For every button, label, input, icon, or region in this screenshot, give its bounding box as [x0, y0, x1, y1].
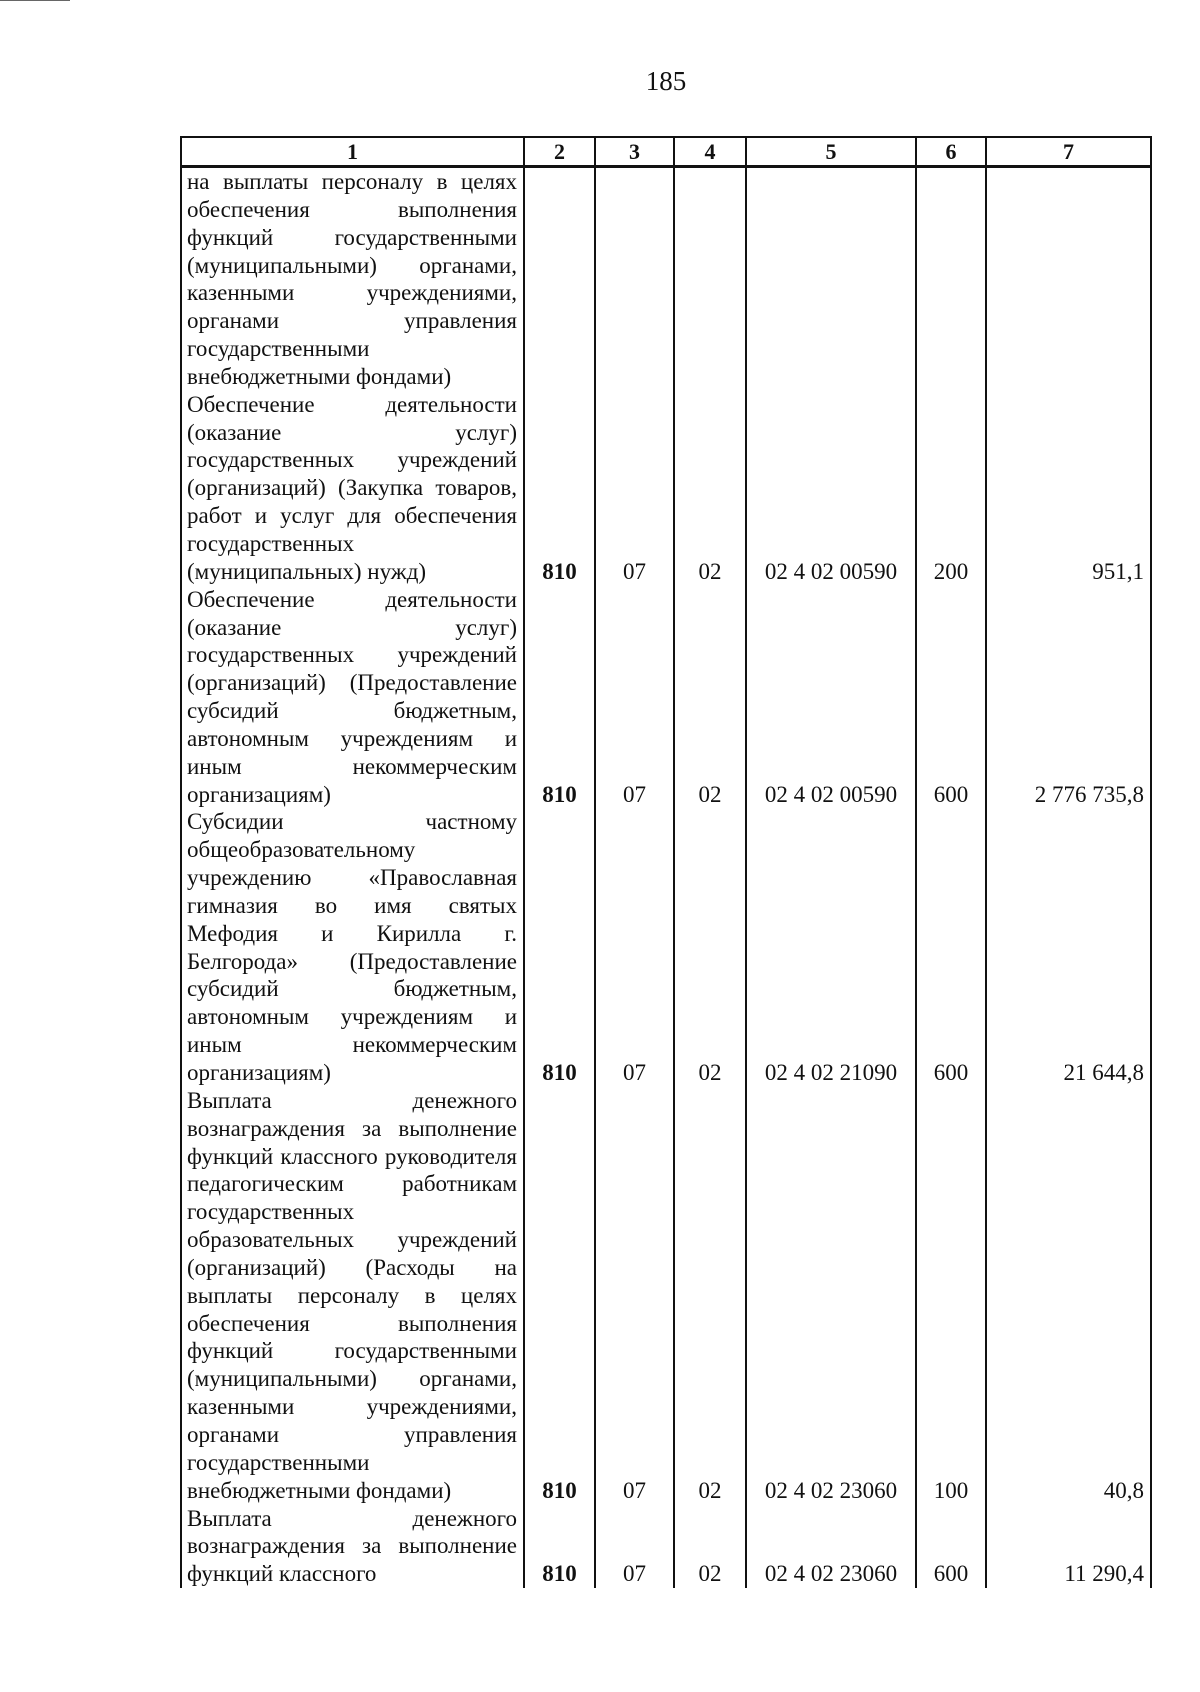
- table-row: [181, 167, 1151, 391]
- table-row: [181, 808, 1151, 1086]
- row-target-article: 02 4 02 21090: [746, 808, 916, 1086]
- row-description: Обеспечение деятельности (оказание услуг) государственных учреждений (организаций) (Закупка товаров, работ и услуг для обеспечения государственных (муниципальных) нужд): [181, 391, 524, 586]
- page-number: 185: [645, 66, 687, 96]
- column-header-3: 3: [595, 137, 674, 167]
- column-header-4: 4: [674, 137, 746, 167]
- row-amount: 2 776 735,8: [986, 586, 1151, 809]
- row-expense-type: [916, 167, 986, 391]
- row-dept-code: 810: [524, 586, 595, 809]
- row-section-code: 07: [595, 1087, 674, 1505]
- row-amount: 40,8: [986, 1087, 1151, 1505]
- row-expense-type: 600: [916, 808, 986, 1086]
- table-row: [181, 1505, 1151, 1589]
- row-subsection-code: 02: [674, 586, 746, 809]
- table-header-row: [181, 137, 1151, 167]
- row-expense-type: 600: [916, 586, 986, 809]
- row-dept-code: 810: [524, 1087, 595, 1505]
- row-section-code: [595, 167, 674, 391]
- row-target-article: 02 4 02 23060: [746, 1087, 916, 1505]
- row-section-code: 07: [595, 1505, 674, 1589]
- row-target-article: 02 4 02 00590: [746, 391, 916, 586]
- row-description: Выплата денежного вознаграждения за выполнение функций классного: [181, 1505, 524, 1589]
- row-dept-code: 810: [524, 808, 595, 1086]
- table-row: [181, 1087, 1151, 1505]
- column-header-1: 1: [181, 137, 524, 167]
- column-header-6: 6: [916, 137, 986, 167]
- table-row: [181, 391, 1151, 586]
- row-section-code: 07: [595, 586, 674, 809]
- scan-edge-mark: [0, 0, 70, 1]
- row-target-article: 02 4 02 23060: [746, 1505, 916, 1589]
- column-header-5: 5: [746, 137, 916, 167]
- column-header-2: 2: [524, 137, 595, 167]
- row-dept-code: 810: [524, 391, 595, 586]
- row-subsection-code: [674, 167, 746, 391]
- row-target-article: [746, 167, 916, 391]
- row-amount: 21 644,8: [986, 808, 1151, 1086]
- row-amount: 951,1: [986, 391, 1151, 586]
- row-description: Выплата денежного вознаграждения за выполнение функций классного руководителя педагогическим работникам государственных образовательных учреждений (организаций) (Расходы на выплаты персоналу в целях обеспечения выполнения функций государственными (муниципальными) органами, казенными учреждениями, органами управления государственными внебюджетными фондами): [181, 1087, 524, 1505]
- row-dept-code: 810: [524, 1505, 595, 1589]
- row-expense-type: 100: [916, 1087, 986, 1505]
- row-section-code: 07: [595, 808, 674, 1086]
- column-header-7: 7: [986, 137, 1151, 167]
- table-row: [181, 586, 1151, 809]
- row-description: Обеспечение деятельности (оказание услуг) государственных учреждений (организаций) (Предоставление субсидий бюджетным, автономным учреждениям и иным некоммерческим организациям): [181, 586, 524, 809]
- row-subsection-code: 02: [674, 1505, 746, 1589]
- row-subsection-code: 02: [674, 1087, 746, 1505]
- row-amount: [986, 167, 1151, 391]
- budget-table: [180, 136, 1152, 1588]
- row-expense-type: 600: [916, 1505, 986, 1589]
- row-description: Субсидии частному общеобразовательному учреждению «Православная гимназия во имя святых Мефодия и Кирилла г. Белгорода» (Предоставление субсидий бюджетным, автономным учреждениям и иным некоммерческим организациям): [181, 808, 524, 1086]
- row-subsection-code: 02: [674, 808, 746, 1086]
- row-target-article: 02 4 02 00590: [746, 586, 916, 809]
- row-section-code: 07: [595, 391, 674, 586]
- row-amount: 11 290,4: [986, 1505, 1151, 1589]
- row-subsection-code: 02: [674, 391, 746, 586]
- row-description: на выплаты персоналу в целях обеспечения выполнения функций государственными (муниципальными) органами, казенными учреждениями, органами управления государственными внебюджетными фондами): [181, 167, 524, 391]
- row-dept-code: [524, 167, 595, 391]
- row-expense-type: 200: [916, 391, 986, 586]
